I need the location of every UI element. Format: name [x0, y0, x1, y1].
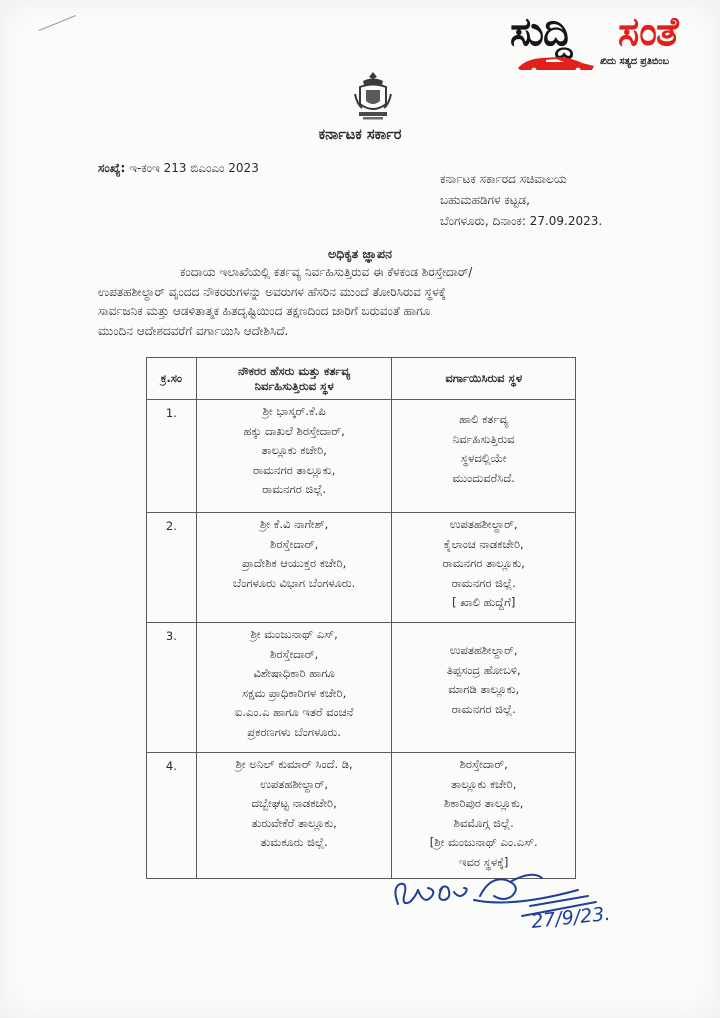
- posting-detail: ಶಿರಸ್ತೇದಾರ್,: [459, 757, 508, 771]
- table-row: [147, 400, 576, 513]
- employee-name: ಶ್ರೀ ಮಂಜುನಾಥ್ ಎಸ್,: [250, 627, 338, 641]
- memo-line: ಸಾರ್ವಜನಿಕ ಮತ್ತು ಆಡಳಿತಾತ್ಮಕ ಹಿತದೃಷ್ಟಿಯಿಂದ ತಕ್ಷಣದಿಂದ ಜಾರಿಗೆ ಬರುವಂತೆ ಹಾಗೂ: [98, 304, 431, 318]
- posting-detail: ಮಾಗಡಿ ತಾಲ್ಲೂಕು,: [448, 682, 520, 696]
- employee-detail: ಶಿರಸ್ತೇದಾರ್,: [270, 536, 319, 551]
- employee-detail: ಐ.ಎಂ.ಎ ಹಾಗೂ ಇತರೆ ವಂಚನೆ: [234, 705, 354, 719]
- posting-detail: ತಿಪ್ಪಸಂದ್ರ ಹೋಬಳಿ,: [446, 662, 521, 677]
- serial-cell: 4.: [147, 753, 197, 879]
- employee-name: ಶ್ರೀ ಅನಿಲ್ ಕುಮಾರ್ ಸಿಂದೆ. ಡಿ,: [235, 757, 353, 771]
- memo-heading: ಅಧಿಕೃತ ಜ್ಞಾಪನ: [328, 246, 392, 261]
- order-number-label: ಸಂಖ್ಯೆ:: [98, 161, 126, 175]
- handwritten-signature: [382, 866, 622, 936]
- posting-detail: ಸ್ಥಳದಲ್ಲಿಯೇ: [460, 451, 507, 465]
- posting-detail: ತಾಲ್ಲೂಕು ಕಚೇರಿ,: [451, 776, 517, 791]
- transfer-table: [146, 357, 576, 879]
- posting-detail: ಶಿವಮೊಗ್ಗ ಜಿಲ್ಲೆ.: [453, 815, 514, 830]
- employee-name: ಶ್ರೀ ಕೆ.ವಿ ನಾಗೇಶ್,: [259, 517, 329, 531]
- serial-cell: 3.: [147, 623, 197, 753]
- employee-cell: [196, 623, 392, 753]
- employee-cell: [196, 400, 392, 513]
- employee-detail: ತುರುವೇಕೆರೆ ತಾಲ್ಲೂಕು,: [251, 815, 337, 830]
- posting-detail: ಉಪತಹಶೀಲ್ದಾರ್,: [449, 643, 518, 657]
- address-line: ಕರ್ನಾಟಕ ಸರ್ಕಾರದ ಸಚಿವಾಲಯ: [440, 172, 567, 186]
- posting-detail: ಇವರ ಸ್ಥಳಕ್ಕೆ]: [459, 854, 509, 869]
- employee-detail: ರಾಮನಗರ ತಾಲ್ಲೂಕು,: [253, 462, 336, 477]
- karnataka-state-emblem-icon: [352, 70, 394, 122]
- employee-detail: ಉಪತಹಶೀಲ್ದಾರ್,: [260, 776, 328, 791]
- employee-detail: ಪ್ರಕರಣಗಳು ಬೆಂಗಳೂರು.: [247, 724, 341, 739]
- employee-detail: ವಿಶೇಷಾಧಿಕಾರಿ ಹಾಗೂ: [253, 666, 335, 680]
- posting-detail: ಉಪತಹಶೀಲ್ದಾರ್,: [449, 517, 518, 531]
- signature-date: 27/9/23.: [530, 902, 612, 933]
- header-employee: [196, 358, 392, 400]
- logo-tagline: ಖಿದು ಸತ್ಯದ ಪ್ರತಿಬಿಂಬ: [600, 56, 669, 67]
- memo-body: [98, 263, 638, 341]
- posting-cell: [392, 753, 576, 879]
- posting-detail: ಮುಂದುವರೆಸಿದೆ.: [452, 470, 515, 485]
- car-silhouette-icon: [516, 54, 596, 72]
- posting-detail: ಹಾಲಿ ಕರ್ತವ್ಯ: [459, 412, 509, 426]
- posting-detail: ರಾಮನಗರ ತಾಲ್ಲೂಕು,: [442, 556, 525, 570]
- office-address: [440, 169, 602, 232]
- memo-line: ಕಂದಾಯ ಇಲಾಖೆಯಲ್ಲಿ ಕರ್ತವ್ಯ ನಿರ್ವಹಿಸುತ್ತಿರುವ ಈ ಕೆಳಕಂಡ ಶಿರಸ್ತೇದಾರ್/: [180, 265, 473, 279]
- header-employee-line: ನಿರ್ವಹಿಸುತ್ತಿರುವ ಸ್ಥಳ: [254, 378, 334, 393]
- posting-detail: ರಾಮನಗರ ಜಿಲ್ಲೆ.: [451, 575, 516, 590]
- serial-cell: 2.: [147, 513, 197, 623]
- posting-detail: ರಾಮನಗರ ಜಿಲ್ಲೆ.: [451, 701, 516, 716]
- news-logo: [508, 10, 713, 76]
- posting-detail: ನಿರ್ವಹಿಸುತ್ತಿರುವ: [452, 431, 515, 446]
- posting-cell: [392, 623, 576, 753]
- order-number-value: ಇ-ಕಂಇ 213 ಬಿಎಂಎಂ 2023: [129, 161, 259, 175]
- government-title: ಕರ್ನಾಟಕ ಸರ್ಕಾರ: [318, 127, 402, 143]
- employee-detail: ತಾಲ್ಲೂಕು ಕಚೇರಿ,: [261, 443, 327, 457]
- employee-cell: [196, 753, 392, 879]
- table-row: [147, 623, 576, 753]
- employee-cell: [196, 513, 392, 623]
- logo-word-sante: ಸಂತೆ: [618, 9, 678, 55]
- table-row: [147, 753, 576, 879]
- memo-line: ಮುಂದಿನ ಆದೇಶದವರೆಗೆ ವರ್ಗಾಯಿಸಿ ಆದೇಶಿಸಿದೆ.: [98, 323, 289, 338]
- posting-cell: [392, 400, 576, 513]
- table-header-row: [147, 358, 576, 400]
- posting-detail: ಕೈಲಾಂಚ ನಾಡಕಚೇರಿ,: [443, 536, 524, 551]
- header-posting: ವರ್ಗಾಯಿಸಿರುವ ಸ್ಥಳ: [392, 358, 576, 400]
- employee-detail: ದಬ್ಬೇಘಟ್ಟ ನಾಡಕಚೇರಿ,: [251, 796, 337, 810]
- memo-line: ಉಪತಹಶೀಲ್ದಾರ್ ವೃಂದದ ನೌಕರರುಗಳನ್ನು ಅವರುಗಳ ಹೆಸರಿನ ಮುಂದೆ ತೋರಿಸಿರುವ ಸ್ಥಳಕ್ಕೆ: [98, 284, 446, 299]
- posting-cell: [392, 513, 576, 623]
- table-row: [147, 513, 576, 623]
- employee-detail: ರಾಮನಗರ ಜಿಲ್ಲೆ.: [262, 482, 327, 496]
- serial-cell: 1.: [147, 400, 197, 513]
- employee-detail: ಸಕ್ಷಮ ಪ್ರಾಧಿಕಾರಿಗಳ ಕಚೇರಿ,: [242, 685, 347, 700]
- posting-detail: ಶಿಕಾರಿಪುರ ತಾಲ್ಲೂಕು,: [443, 796, 524, 810]
- header-employee-line: ನೌಕರರ ಹೆಸರು ಮತ್ತು ಕರ್ತವ್ಯ: [238, 363, 351, 378]
- employee-detail: ಶಿರಸ್ತೇದಾರ್,: [270, 646, 319, 661]
- order-number: [98, 161, 259, 176]
- address-date-line: ಬೆಂಗಳೂರು, ದಿನಾಂಕ: 27.09.2023.: [440, 214, 603, 228]
- posting-detail: [ ಖಾಲಿ ಹುದ್ದೆಗೆ]: [452, 595, 516, 609]
- employee-name: ಶ್ರೀ ಭಾಸ್ಕರ್.ಕೆ.ಪಿ: [262, 404, 326, 418]
- employee-detail: ತುಮಕೂರು ಜಿಲ್ಲೆ.: [260, 835, 328, 849]
- employee-detail: ಪ್ರಾದೇಶಿಕ ಆಯುಕ್ತರ ಕಚೇರಿ,: [242, 556, 347, 570]
- posting-detail: [ಶ್ರೀ ಮಂಜುನಾಥ್ ಎಂ.ಎಸ್.: [429, 835, 538, 849]
- employee-detail: ಹಕ್ಕು ದಾಖಲೆ ಶಿರಸ್ತೇದಾರ್,: [243, 423, 345, 438]
- logo-word-suddi: ಸುದ್ದಿ: [510, 9, 572, 55]
- stray-pen-mark: [39, 15, 82, 44]
- employee-detail: ಬೆಂಗಳೂರು ವಿಭಾಗ ಬೆಂಗಳೂರು.: [232, 575, 356, 590]
- header-serial: ಕ್ರ.ಸಂ: [147, 358, 197, 400]
- address-line: ಬಹುಮಹಡಿಗಳ ಕಟ್ಟಡ,: [440, 193, 530, 207]
